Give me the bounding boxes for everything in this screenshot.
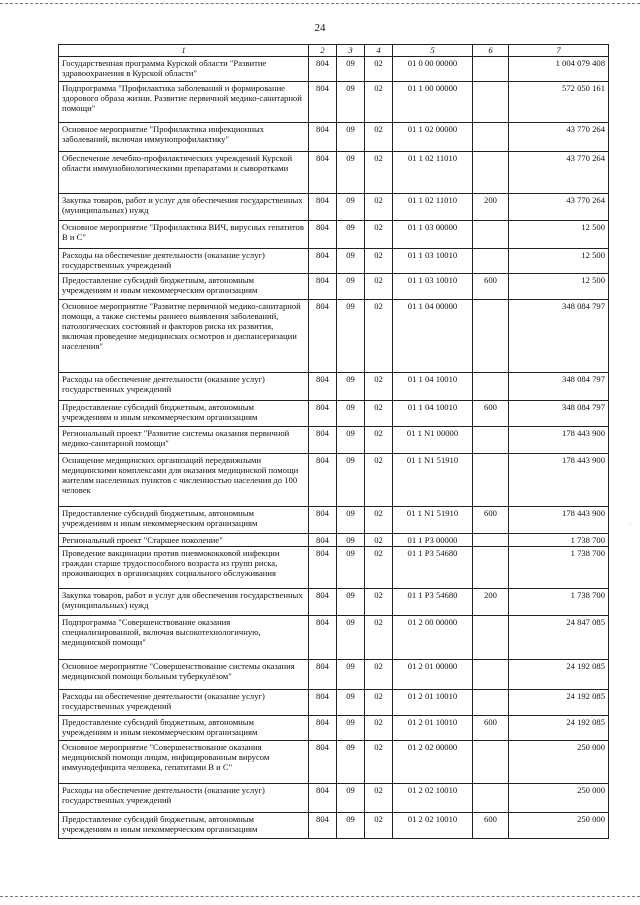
row-subsection: 02 xyxy=(365,274,393,300)
row-subsection: 02 xyxy=(365,547,393,589)
row-section: 09 xyxy=(337,373,365,401)
row-target-code: 01 2 02 00000 xyxy=(393,741,473,784)
header-col-2: 2 xyxy=(309,45,337,57)
row-target-code: 01 2 00 00000 xyxy=(393,616,473,660)
row-subsection: 02 xyxy=(365,373,393,401)
row-name: Предоставление субсидий бюджетным, автономным учреждениям и иным некоммерческим организациям xyxy=(59,716,309,741)
row-name: Региональный проект "Развитие системы оказания первичной медико-санитарной помощи" xyxy=(59,427,309,454)
row-expense-type xyxy=(473,373,509,401)
row-subsection: 02 xyxy=(365,221,393,249)
row-target-code: 01 1 N1 51910 xyxy=(393,454,473,507)
row-section: 09 xyxy=(337,123,365,152)
row-target-code: 01 1 04 00000 xyxy=(393,300,473,373)
row-section: 09 xyxy=(337,300,365,373)
row-grbs: 804 xyxy=(309,534,337,547)
row-target-code: 01 1 02 00000 xyxy=(393,123,473,152)
table-row xyxy=(59,589,609,616)
row-subsection: 02 xyxy=(365,813,393,839)
row-subsection: 02 xyxy=(365,152,393,194)
table-row xyxy=(59,152,609,194)
row-subsection: 02 xyxy=(365,194,393,221)
row-expense-type xyxy=(473,249,509,274)
row-amount: 24 192 085 xyxy=(509,660,609,690)
row-amount: 178 443 900 xyxy=(509,454,609,507)
row-section: 09 xyxy=(337,589,365,616)
row-amount: 178 443 900 xyxy=(509,507,609,534)
row-grbs: 804 xyxy=(309,716,337,741)
row-subsection: 02 xyxy=(365,690,393,716)
row-expense-type: 200 xyxy=(473,194,509,221)
row-section: 09 xyxy=(337,221,365,249)
row-expense-type xyxy=(473,660,509,690)
row-target-code: 01 1 02 11010 xyxy=(393,152,473,194)
row-section: 09 xyxy=(337,507,365,534)
row-subsection: 02 xyxy=(365,454,393,507)
row-name: Основное мероприятие "Совершенствование системы оказания медицинской помощи больным туберкулёзом" xyxy=(59,660,309,690)
table-row xyxy=(59,194,609,221)
table-row xyxy=(59,221,609,249)
row-amount: 1 738 700 xyxy=(509,589,609,616)
row-expense-type: 600 xyxy=(473,813,509,839)
table-row xyxy=(59,274,609,300)
row-section: 09 xyxy=(337,427,365,454)
row-name: Подпрограмма "Совершенствование оказания специализированной, включая высокотехнологичную, медицинской помощи" xyxy=(59,616,309,660)
row-subsection: 02 xyxy=(365,716,393,741)
row-grbs: 804 xyxy=(309,152,337,194)
row-name: Расходы на обеспечение деятельности (оказание услуг) государственных учреждений xyxy=(59,373,309,401)
row-section: 09 xyxy=(337,690,365,716)
table-row xyxy=(59,300,609,373)
row-expense-type xyxy=(473,82,509,123)
row-expense-type: 600 xyxy=(473,274,509,300)
row-expense-type xyxy=(473,534,509,547)
row-subsection: 02 xyxy=(365,249,393,274)
row-expense-type: 200 xyxy=(473,589,509,616)
table-row xyxy=(59,507,609,534)
table-row xyxy=(59,82,609,123)
row-expense-type xyxy=(473,221,509,249)
row-grbs: 804 xyxy=(309,690,337,716)
row-target-code: 01 1 03 10010 xyxy=(393,274,473,300)
row-grbs: 804 xyxy=(309,123,337,152)
row-amount: 43 770 264 xyxy=(509,123,609,152)
row-amount: 24 192 085 xyxy=(509,690,609,716)
row-name: Основное мероприятие "Профилактика ВИЧ, вирусных гепатитов В и С" xyxy=(59,221,309,249)
row-target-code: 01 1 P3 54680 xyxy=(393,547,473,589)
row-target-code: 01 2 02 10010 xyxy=(393,813,473,839)
row-grbs: 804 xyxy=(309,249,337,274)
row-grbs: 804 xyxy=(309,82,337,123)
row-section: 09 xyxy=(337,401,365,427)
row-amount: 348 084 797 xyxy=(509,373,609,401)
row-section: 09 xyxy=(337,616,365,660)
row-amount: 250 000 xyxy=(509,813,609,839)
row-target-code: 01 1 00 00000 xyxy=(393,82,473,123)
row-amount: 178 443 900 xyxy=(509,427,609,454)
row-target-code: 01 2 02 10010 xyxy=(393,784,473,813)
row-name: Проведение вакцинации против пневмококковой инфекции граждан старше трудоспособного возраста из групп риска, проживающих в организациях социального обслуживания xyxy=(59,547,309,589)
row-subsection: 02 xyxy=(365,616,393,660)
row-grbs: 804 xyxy=(309,589,337,616)
row-name: Закупка товаров, работ и услуг для обеспечения государственных (муниципальных) нужд xyxy=(59,194,309,221)
row-grbs: 804 xyxy=(309,427,337,454)
row-expense-type xyxy=(473,741,509,784)
row-amount: 572 050 161 xyxy=(509,82,609,123)
row-target-code: 01 1 P3 54680 xyxy=(393,589,473,616)
row-name: Основное мероприятие "Профилактика инфекционных заболеваний, включая иммунопрофилактику" xyxy=(59,123,309,152)
scan-top-edge xyxy=(0,3,640,4)
row-expense-type: 600 xyxy=(473,401,509,427)
row-name: Оснащение медицинских организаций передвижными медицинскими комплексами для оказания медицинской помощи жителям населенных пунктов с численностью населения до 100 человек xyxy=(59,454,309,507)
table-row xyxy=(59,784,609,813)
row-section: 09 xyxy=(337,274,365,300)
table-row xyxy=(59,690,609,716)
table-row xyxy=(59,616,609,660)
table-row xyxy=(59,427,609,454)
row-expense-type xyxy=(473,57,509,82)
scan-bottom-edge xyxy=(0,896,640,897)
header-col-3: 3 xyxy=(337,45,365,57)
table-row xyxy=(59,660,609,690)
row-subsection: 02 xyxy=(365,401,393,427)
row-section: 09 xyxy=(337,716,365,741)
row-section: 09 xyxy=(337,152,365,194)
row-target-code: 01 2 01 10010 xyxy=(393,716,473,741)
row-section: 09 xyxy=(337,784,365,813)
row-subsection: 02 xyxy=(365,427,393,454)
table-row xyxy=(59,454,609,507)
row-grbs: 804 xyxy=(309,660,337,690)
row-grbs: 804 xyxy=(309,300,337,373)
row-name: Расходы на обеспечение деятельности (оказание услуг) государственных учреждений xyxy=(59,784,309,813)
row-section: 09 xyxy=(337,194,365,221)
header-col-1: 1 xyxy=(59,45,309,57)
row-name: Основное мероприятие "Развитие первичной медико-санитарной помощи, а также системы раннего выявления заболеваний, патологических состояний и факторов риска их развития, включая проведение медицинских осмотров и диспансеризации населения" xyxy=(59,300,309,373)
row-section: 09 xyxy=(337,534,365,547)
row-grbs: 804 xyxy=(309,194,337,221)
row-name: Расходы на обеспечение деятельности (оказание услуг) государственных учреждений xyxy=(59,690,309,716)
row-expense-type xyxy=(473,427,509,454)
table-row xyxy=(59,123,609,152)
row-amount: 43 770 264 xyxy=(509,194,609,221)
row-grbs: 804 xyxy=(309,741,337,784)
row-subsection: 02 xyxy=(365,741,393,784)
table-row xyxy=(59,249,609,274)
table-row xyxy=(59,547,609,589)
row-target-code: 01 1 03 00000 xyxy=(393,221,473,249)
row-subsection: 02 xyxy=(365,534,393,547)
row-grbs: 804 xyxy=(309,616,337,660)
header-col-6: 6 xyxy=(473,45,509,57)
row-section: 09 xyxy=(337,454,365,507)
row-target-code: 01 1 03 10010 xyxy=(393,249,473,274)
row-amount: 250 000 xyxy=(509,784,609,813)
row-expense-type xyxy=(473,784,509,813)
row-name: Предоставление субсидий бюджетным, автономным учреждениям и иным некоммерческим организациям xyxy=(59,274,309,300)
row-amount: 1 738 700 xyxy=(509,547,609,589)
row-subsection: 02 xyxy=(365,300,393,373)
row-name: Закупка товаров, работ и услуг для обеспечения государственных (муниципальных) нужд xyxy=(59,589,309,616)
row-target-code: 01 1 N1 51910 xyxy=(393,507,473,534)
row-subsection: 02 xyxy=(365,507,393,534)
row-grbs: 804 xyxy=(309,401,337,427)
table-row xyxy=(59,813,609,839)
row-expense-type xyxy=(473,152,509,194)
row-target-code: 01 1 02 11010 xyxy=(393,194,473,221)
scan-margin-mark: · xyxy=(624,523,634,526)
row-grbs: 804 xyxy=(309,784,337,813)
row-expense-type: 600 xyxy=(473,716,509,741)
row-amount: 250 000 xyxy=(509,741,609,784)
row-grbs: 804 xyxy=(309,813,337,839)
row-section: 09 xyxy=(337,547,365,589)
table-body xyxy=(59,57,609,839)
row-grbs: 804 xyxy=(309,373,337,401)
row-section: 09 xyxy=(337,660,365,690)
row-subsection: 02 xyxy=(365,57,393,82)
row-section: 09 xyxy=(337,813,365,839)
row-subsection: 02 xyxy=(365,82,393,123)
row-grbs: 804 xyxy=(309,274,337,300)
table-row xyxy=(59,57,609,82)
row-expense-type xyxy=(473,300,509,373)
row-subsection: 02 xyxy=(365,589,393,616)
table-row xyxy=(59,741,609,784)
table-row xyxy=(59,534,609,547)
budget-table xyxy=(58,44,609,839)
header-col-5: 5 xyxy=(393,45,473,57)
table-header-row xyxy=(59,45,609,57)
row-grbs: 804 xyxy=(309,507,337,534)
row-subsection: 02 xyxy=(365,784,393,813)
row-amount: 12 500 xyxy=(509,249,609,274)
row-amount: 12 500 xyxy=(509,221,609,249)
row-grbs: 804 xyxy=(309,454,337,507)
row-name: Предоставление субсидий бюджетным, автономным учреждениям и иным некоммерческим организациям xyxy=(59,507,309,534)
row-name: Предоставление субсидий бюджетным, автономным учреждениям и иным некоммерческим организациям xyxy=(59,401,309,427)
row-amount: 1 738 700 xyxy=(509,534,609,547)
row-section: 09 xyxy=(337,249,365,274)
row-amount: 24 847 085 xyxy=(509,616,609,660)
row-grbs: 804 xyxy=(309,221,337,249)
table-row xyxy=(59,716,609,741)
row-grbs: 804 xyxy=(309,547,337,589)
page-number: 24 xyxy=(314,22,326,34)
table-row xyxy=(59,401,609,427)
row-target-code: 01 1 P3 00000 xyxy=(393,534,473,547)
row-expense-type xyxy=(473,690,509,716)
row-expense-type xyxy=(473,547,509,589)
row-amount: 348 084 797 xyxy=(509,300,609,373)
row-target-code: 01 1 04 10010 xyxy=(393,401,473,427)
row-name: Обеспечение лечебно-профилактических учреждений Курской области иммунобиологическими препаратами и сыворотками xyxy=(59,152,309,194)
row-expense-type xyxy=(473,123,509,152)
row-expense-type xyxy=(473,616,509,660)
row-target-code: 01 1 04 10010 xyxy=(393,373,473,401)
row-name: Предоставление субсидий бюджетным, автономным учреждениям и иным некоммерческим организациям xyxy=(59,813,309,839)
row-target-code: 01 2 01 00000 xyxy=(393,660,473,690)
row-amount: 43 770 264 xyxy=(509,152,609,194)
row-amount: 348 084 797 xyxy=(509,401,609,427)
row-name: Государственная программа Курской области "Развитие здравоохранения в Курской области" xyxy=(59,57,309,82)
row-amount: 12 500 xyxy=(509,274,609,300)
header-col-4: 4 xyxy=(365,45,393,57)
row-amount: 24 192 085 xyxy=(509,716,609,741)
row-grbs: 804 xyxy=(309,57,337,82)
row-subsection: 02 xyxy=(365,123,393,152)
row-section: 09 xyxy=(337,57,365,82)
row-expense-type: 600 xyxy=(473,507,509,534)
row-expense-type xyxy=(473,454,509,507)
row-target-code: 01 2 01 10010 xyxy=(393,690,473,716)
row-name: Подпрограмма "Профилактика заболеваний и формирование здорового образа жизни. Развитие первичной медико-санитарной помощи" xyxy=(59,82,309,123)
row-target-code: 01 0 00 00000 xyxy=(393,57,473,82)
row-section: 09 xyxy=(337,82,365,123)
row-name: Расходы на обеспечение деятельности (оказание услуг) государственных учреждений xyxy=(59,249,309,274)
row-name: Основное мероприятие "Совершенствование оказания медицинской помощи лицам, инфицированным вирусом иммунодефицита человека, гепатитами В и С" xyxy=(59,741,309,784)
row-name: Региональный проект "Старшее поколение" xyxy=(59,534,309,547)
row-subsection: 02 xyxy=(365,660,393,690)
row-section: 09 xyxy=(337,741,365,784)
header-col-7: 7 xyxy=(509,45,609,57)
row-target-code: 01 1 N1 00000 xyxy=(393,427,473,454)
table-row xyxy=(59,373,609,401)
row-amount: 1 004 079 408 xyxy=(509,57,609,82)
